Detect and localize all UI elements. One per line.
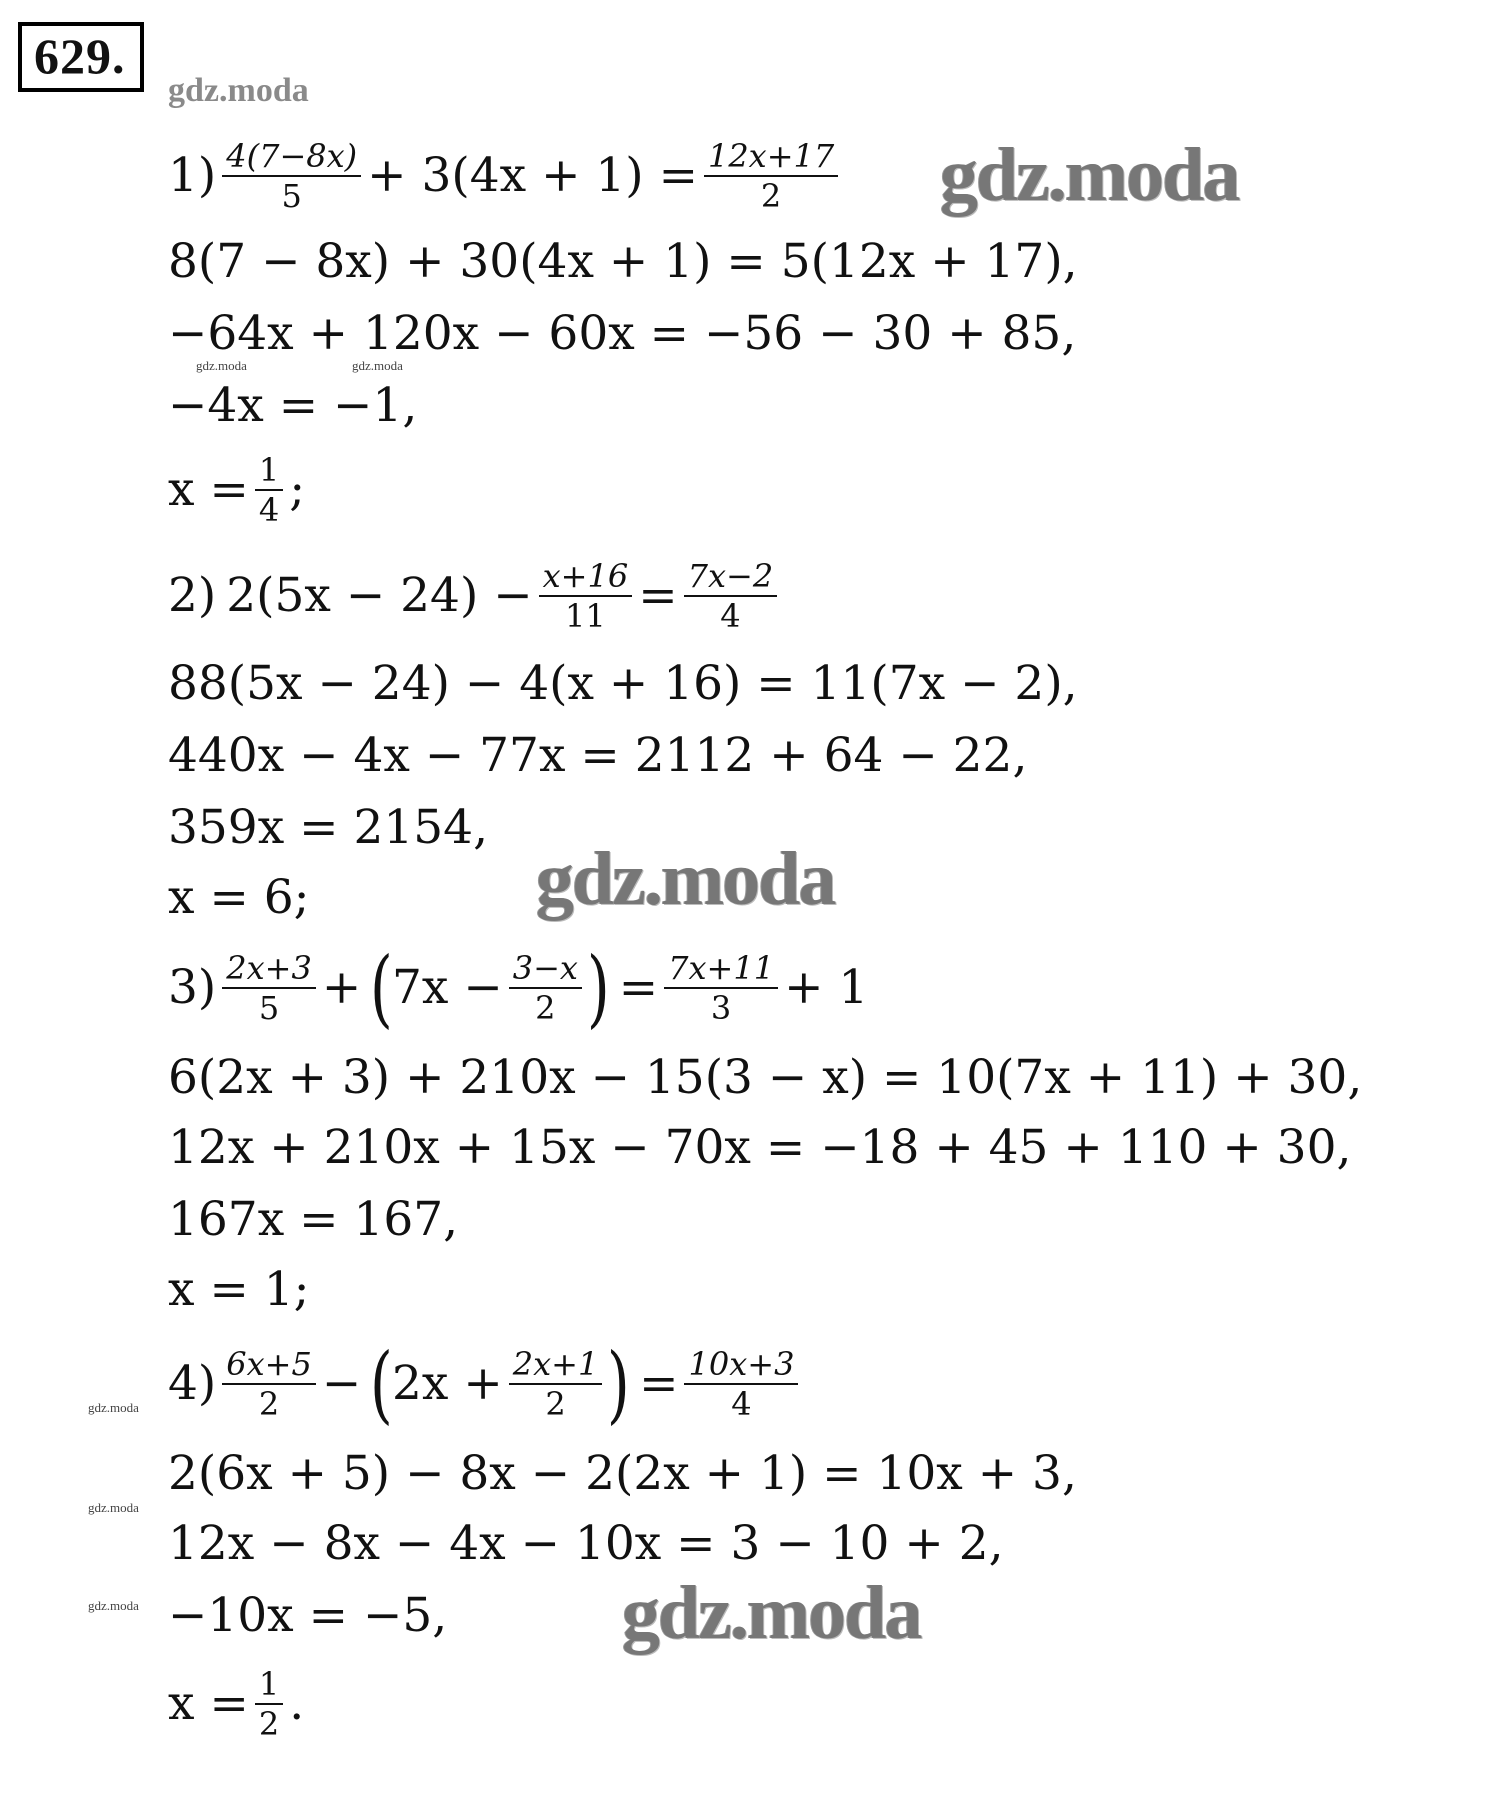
part3-step2: 12x + 210x + 15x − 70x = −18 + 45 + 110 + 30, <box>168 1120 1352 1175</box>
watermark: gdz.moda <box>536 837 835 921</box>
part1-step3: −4x = −1, <box>168 378 418 433</box>
fraction: $\frac{10x+3}{4}$ <box>684 1347 798 1421</box>
watermark: gdz.moda <box>352 358 403 373</box>
part-label: 1) <box>168 148 217 203</box>
fraction: $\frac{x+16}{11}$ <box>539 559 633 633</box>
part3-answer: x = 1; <box>168 1262 310 1317</box>
part2-step1: 88(5x − 24) − 4(x + 16) = 11(7x − 2), <box>168 656 1078 711</box>
fraction: $\frac{7x-2}{4}$ <box>684 559 778 633</box>
part1-answer: x = $\frac{1}{4}$ ; <box>168 451 306 529</box>
watermark: gdz.moda <box>88 1400 139 1415</box>
part1-equation: 1) $\frac{4(7-8x)}{5}$ + 3(4x + 1) = $\frac{12x+17}{2}$ <box>168 148 844 204</box>
part4-step3: −10x = −5, <box>168 1588 448 1643</box>
part-label: 4) <box>168 1356 217 1411</box>
watermark: gdz.moda <box>940 133 1239 217</box>
fraction: $\frac{1}{4}$ <box>255 453 283 527</box>
part3-step1: 6(2x + 3) + 210x − 15(3 − x) = 10(7x + 11) + 30, <box>168 1050 1363 1105</box>
part2-equation: 2) 2(5x − 24) − $\frac{x+16}{11}$ = $\frac{7x-2}{4}$ <box>168 568 783 624</box>
fraction: $\frac{6x+5}{2}$ <box>222 1347 316 1421</box>
part4-step1: 2(6x + 5) − 8x − 2(2x + 1) = 10x + 3, <box>168 1446 1077 1501</box>
part-label: 3) <box>168 960 217 1015</box>
left-paren: ( <box>370 1335 394 1433</box>
part1-step1: 8(7 − 8x) + 30(4x + 1) = 5(12x + 17), <box>168 234 1078 289</box>
watermark: gdz.moda <box>88 1598 139 1613</box>
part1-step2: −64x + 120x − 60x = −56 − 30 + 85, <box>168 306 1077 361</box>
fraction: $\frac{3-x}{2}$ <box>509 951 582 1025</box>
problem-number: 629. <box>18 22 144 92</box>
part3-equation: 3) $\frac{2x+3}{5}$ + ( 7x − $\frac{3-x}{2}$ ) = $\frac{7x+11}{3}$ + 1 <box>168 939 869 1037</box>
part4-equation: 4) $\frac{6x+5}{2}$ − ( 2x + $\frac{2x+1}{2}$ ) = $\frac{10x+3}{4}$ <box>168 1356 804 1412</box>
part3-step3: 167x = 167, <box>168 1192 459 1247</box>
part2-step2: 440x − 4x − 77x = 2112 + 64 − 22, <box>168 728 1028 783</box>
fraction: $\frac{12x+17}{2}$ <box>704 139 838 213</box>
watermark: gdz.moda <box>196 358 247 373</box>
fraction: $\frac{1}{2}$ <box>255 1667 283 1741</box>
left-paren: ( <box>370 939 394 1037</box>
part-label: 2) <box>168 568 217 623</box>
fraction: $\frac{2x+3}{5}$ <box>222 951 316 1025</box>
fraction: $\frac{4(7-8x)}{5}$ <box>222 139 361 213</box>
part2-answer: x = 6; <box>168 870 310 925</box>
right-paren: ) <box>607 1335 631 1433</box>
right-paren: ) <box>586 939 610 1037</box>
watermark: gdz.moda <box>168 72 309 109</box>
fraction: $\frac{2x+1}{2}$ <box>509 1347 603 1421</box>
fraction: $\frac{7x+11}{3}$ <box>664 951 778 1025</box>
watermark: gdz.moda <box>88 1500 139 1515</box>
watermark: gdz.moda <box>622 1571 921 1655</box>
part4-step2: 12x − 8x − 4x − 10x = 3 − 10 + 2, <box>168 1516 1004 1571</box>
part4-answer: x = $\frac{1}{2}$ . <box>168 1665 305 1743</box>
part2-step3: 359x = 2154, <box>168 800 489 855</box>
